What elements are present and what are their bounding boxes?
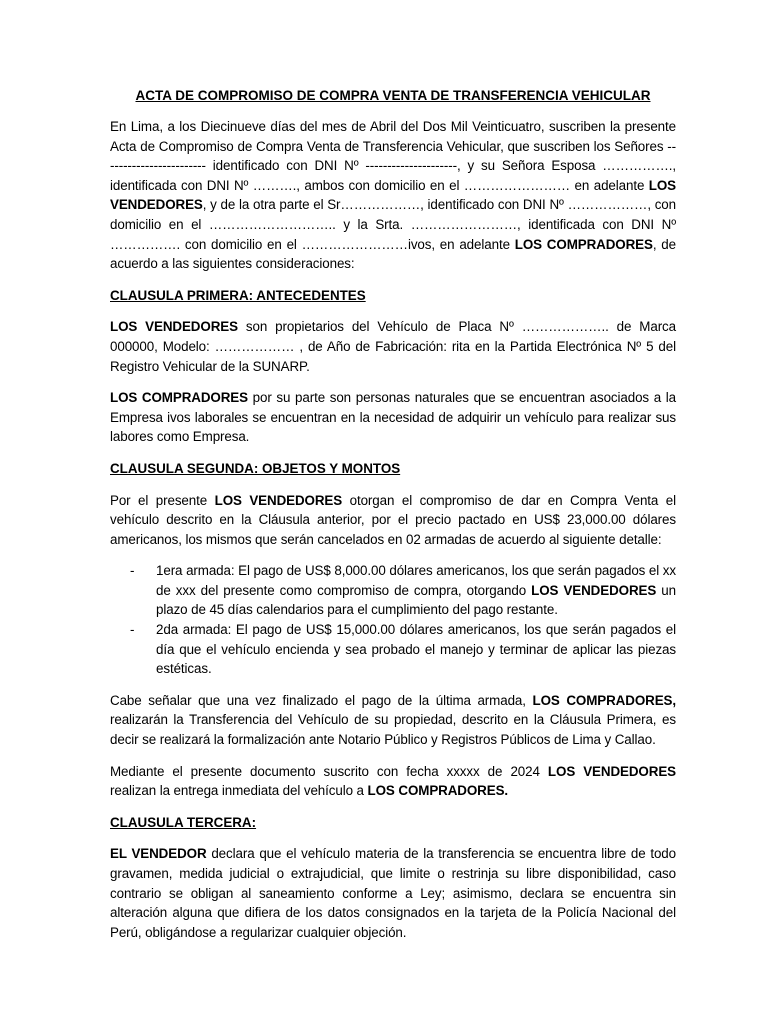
clause-2-paragraph-2 (110, 691, 676, 750)
clause-2-heading: CLAUSULA SEGUNDA: OBJETOS Y MONTOS (110, 460, 401, 476)
payment-list (110, 561, 676, 679)
clause-2-p3-text-b: realizan la entrega inmediata del vehículo a (110, 783, 368, 799)
document-body (110, 86, 676, 954)
bullet-1-text-b: un plazo de 45 días calendarios para el cumplimiento del pago restante. (156, 582, 676, 618)
clause-1-p2-text: por su parte son personas naturales que se encuentran asociados a la Empresa ivos laborales se encuentran en la necesidad de adquirir un vehículo para realizar sus labores como Empresa. (110, 390, 676, 445)
clause-2-paragraph-3 (110, 762, 676, 801)
intro-bold-compradores: LOS COMPRADORES (514, 236, 653, 252)
clause-1-heading: CLAUSULA PRIMERA: ANTECEDENTES (110, 287, 366, 303)
document-title: ACTA DE COMPROMISO DE COMPRA VENTA DE TRANSFERENCIA VEHICULAR (135, 88, 651, 103)
intro-bold-vendedores: LOS VENDEDORES (110, 177, 676, 213)
clause-2-p3-text-a: Mediante el presente documento suscrito con fecha xxxxx de 2024 (110, 763, 548, 779)
clause-2-p1-bold: LOS VENDEDORES (214, 492, 343, 508)
bullet-dash: - (130, 563, 135, 579)
clause-2-p3-bold-1: LOS VENDEDORES (547, 763, 676, 779)
clause-2-p2-text-b: realizarán la Transferencia del Vehículo de su propiedad, descrito en la Cláusula Primera, es decir se realizará la formalización ante Notario Público y Registros Públicos de Lima y Callao. (110, 712, 676, 748)
clause-3-heading: CLAUSULA TERCERA: (110, 814, 257, 830)
clause-3-paragraph-1 (110, 844, 676, 942)
clause-2-p1-text-a: Por el presente (110, 492, 215, 508)
clause-3-p1-bold: EL VENDEDOR (110, 846, 207, 862)
bullet-2-text: 2da armada: El pago de US$ 15,000.00 dólares americanos, los que serán pagados el día que el vehículo encienda y sea probado el manejo y terminar de aplicar las piezas estéticas. (156, 622, 676, 677)
clause-2-p3-bold-2: LOS COMPRADORES. (367, 783, 509, 799)
clause-2-p2-text-a: Cabe señalar que una vez finalizado el pago de la última armada, (110, 692, 533, 708)
clause-2-p2-bold: LOS COMPRADORES, (532, 692, 676, 708)
clause-2-p1-text-b: otorgan el compromiso de dar en Compra Venta el vehículo descrito en la Cláusula anterior, por el precio pactado en US$ 23,000.00 dólares americanos, los mismos que serán cancelados en 02 armadas de acuerdo al siguiente detalle: (110, 492, 677, 547)
clause-1-p2-bold: LOS COMPRADORES (110, 390, 248, 406)
bullet-1-bold: LOS VENDEDORES (531, 582, 657, 598)
clause-1-p1-text: son propietarios del Vehículo de Placa Nº ……………….. de Marca 000000, Modelo: ……………… , de Año de Fabricación: rita en la Partida Electrónica Nº 5 del Registro Vehicular de la SUNARP. (110, 319, 676, 374)
intro-text-1: En Lima, a los Diecinueve días del mes de Abril del Dos Mil Veinticuatro, suscriben la presente Acta de Compromiso de Compra Venta de Transferencia Vehicular, que suscriben los Señores ------------------------ identificado con DNI Nº ---------------------, y su Señora Esposa ……………., identificada con DNI Nº ………., ambos con domicilio en el …………………… en adelante (110, 119, 676, 193)
clause-1-paragraph-2 (110, 388, 676, 447)
intro-paragraph (110, 117, 676, 274)
clause-2-paragraph-1 (110, 491, 676, 550)
clause-1-p1-bold: LOS VENDEDORES (110, 319, 238, 335)
clause-3-p1-text: declara que el vehículo materia de la transferencia se encuentra libre de todo gravamen, medida judicial o extrajudicial, que limite o restrinja su libre disponibilidad, caso contrario se obligan al saneamiento conforme a Ley; asimismo, declara se encuentra sin alteración alguna que difiera de los datos consignados en la tarjeta de la Policía Nacional del Perú, obligándose a regularizar cualquier objeción. (110, 846, 676, 940)
bullet-1-text-a: 1era armada: El pago de US$ 8,000.00 dólares americanos, los que serán pagados el xx de xxx del presente como compromiso de compra, otorgando (156, 563, 676, 598)
list-item (110, 561, 676, 620)
list-item (110, 620, 676, 679)
clause-1-paragraph-1 (110, 317, 676, 376)
intro-text-3: , de acuerdo a las siguientes consideraciones: (110, 236, 676, 272)
bullet-dash: - (130, 622, 135, 638)
intro-text-2: , y de la otra parte el Sr………………, identificado con DNI Nº ………………, con domicilio en el ……………………….. y la Srta. ……………………, identificada con DNI Nº ……………. con domicilio en el ……………………ivos, en adelante (110, 197, 676, 252)
